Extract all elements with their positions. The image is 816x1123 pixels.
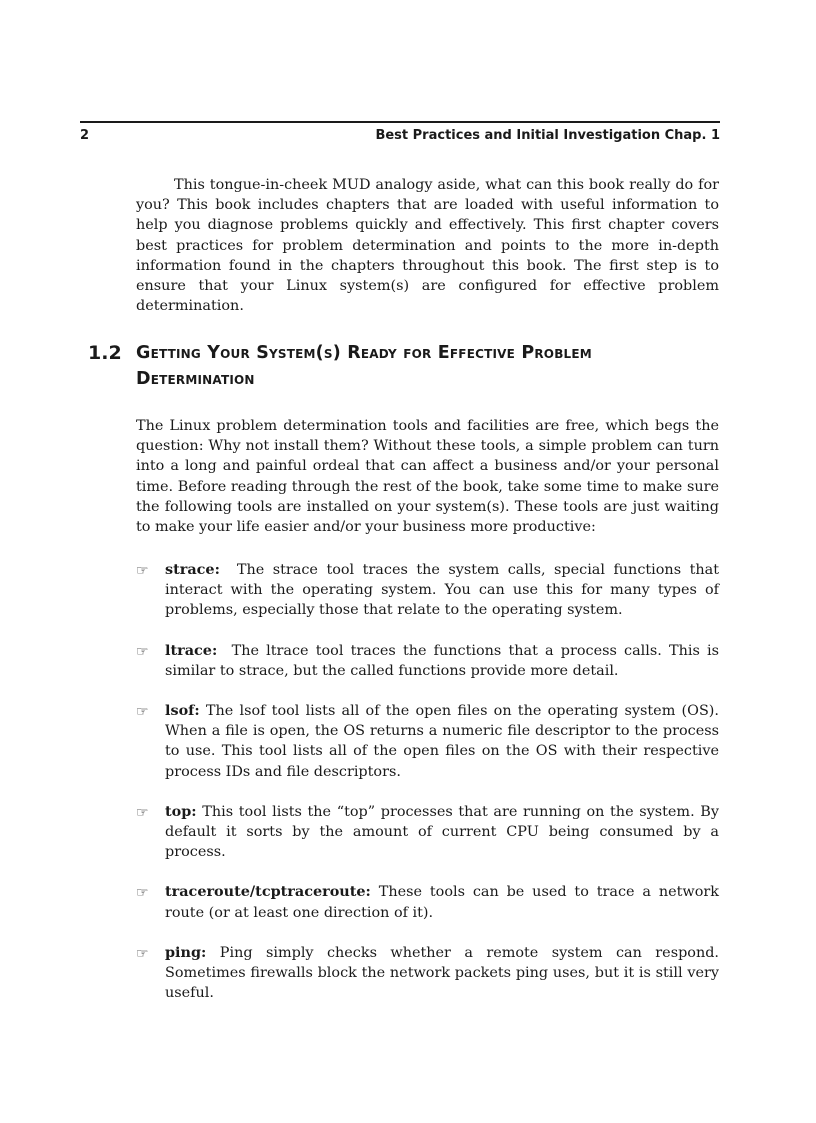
pointing-hand-icon: ☞ xyxy=(136,885,149,902)
section-paragraph: The Linux problem determination tools and facilities are free, which begs the question: Why not install them? Without these tools, a simple problem can turn into a long and painful ordeal that can affect a business and/or your personal time. Before reading through the rest of the book, take some time to make sure the following tools are installed on your system(s). These tools are just waiting to make your life easier and/or your business more productive: xyxy=(136,418,719,536)
bullet-term: traceroute/tcptraceroute: xyxy=(165,883,371,901)
bullet-term: lsof: xyxy=(165,702,200,720)
running-title: Best Practices and Initial Investigation Chap. 1 xyxy=(375,128,720,143)
bullet-text: This tool lists the “top” processes that are running on the system. By default it sorts by the amount of current CPU being consumed by a process. xyxy=(165,803,719,861)
running-head xyxy=(80,121,720,143)
bullet-term: ping: xyxy=(165,943,207,961)
intro-paragraph: This tongue-in-cheek MUD analogy aside, what can this book really do for you? This book includes chapters that are loaded with useful information to help you diagnose problems quickly and effectively. This first chapter covers best practices for problem determination and points to the more in-depth information found in the chapters throughout this book. The first step is to ensure that your Linux system(s) are configured for effective problem determination. xyxy=(136,177,719,315)
list-item-top xyxy=(136,802,719,863)
section-title: Getting Your System(s) Ready for Effective Problem Determination xyxy=(136,343,592,389)
bullet-term: top: xyxy=(165,802,197,820)
bullet-term: ltrace: xyxy=(165,641,218,659)
list-item-ping xyxy=(136,943,719,1004)
pointing-hand-icon: ☞ xyxy=(136,804,149,821)
bullet-text: Ping simply checks whether a remote system can respond. Sometimes firewalls block the network packets ping uses, but it is still very useful. xyxy=(165,944,720,1002)
list-item-ltrace xyxy=(136,641,719,681)
list-item-lsof xyxy=(136,701,719,782)
bullet-term: strace: xyxy=(165,561,220,578)
pointing-hand-icon: ☞ xyxy=(136,643,149,660)
section-number: 1.2 xyxy=(88,342,122,364)
list-item-strace xyxy=(136,560,719,621)
tool-list xyxy=(136,560,719,1023)
bullet-text: The strace tool traces the system calls, special functions that interact with the operating system. You can use this for many types of problems, especially those that relate to the operating system. xyxy=(165,562,719,619)
bullet-text: The lsof tool lists all of the open files on the operating system (OS). When a file is open, the OS returns a numeric file descriptor to the process to use. This tool lists all of the open files on the OS with their respective process IDs and file descriptors. xyxy=(165,703,719,780)
pointing-hand-icon: ☞ xyxy=(136,563,149,579)
pointing-hand-icon: ☞ xyxy=(136,945,149,962)
bullet-text: These tools can be used to trace a network route (or at least one direction of it). xyxy=(165,884,719,921)
bullet-text: The ltrace tool traces the functions that a process calls. This is similar to strace, but the called functions provide more detail. xyxy=(165,642,720,679)
pointing-hand-icon: ☞ xyxy=(136,704,149,721)
page-number: 2 xyxy=(80,128,90,143)
list-item-traceroute xyxy=(136,882,719,922)
